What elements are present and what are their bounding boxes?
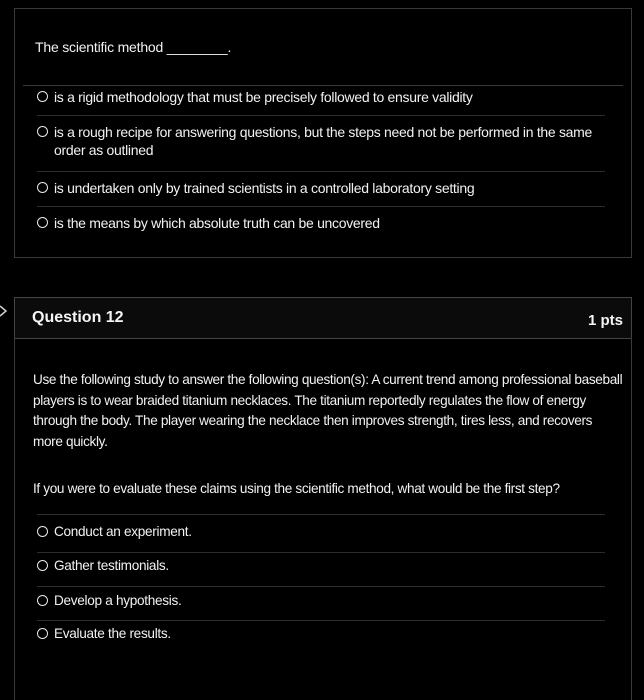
radio-unselected-icon[interactable] [37, 217, 48, 228]
divider [37, 171, 605, 172]
divider [23, 85, 623, 86]
answer-label: Evaluate the results. [54, 626, 171, 641]
answer-option[interactable] [37, 625, 605, 643]
divider [37, 115, 605, 116]
answer-option[interactable] [37, 88, 605, 106]
answer-label: Develop a hypothesis. [54, 593, 182, 608]
divider [37, 586, 605, 587]
radio-unselected-icon[interactable] [37, 628, 48, 639]
question-study-text: Use the following study to answer the following question(s): A current trend among professional baseball players is to wear braided titanium necklaces. The titanium reportedly regulates the flow of energy through the body. The player wearing the necklace then improves strength, tires less, and recovers more quickly. [33, 372, 623, 449]
answer-label: is the means by which absolute truth can be uncovered [54, 215, 380, 231]
radio-unselected-icon[interactable] [37, 126, 48, 137]
chevron-right-icon[interactable] [0, 305, 8, 317]
answer-option[interactable] [37, 214, 605, 232]
answer-label: is a rigid methodology that must be precisely followed to ensure validity [54, 89, 473, 105]
divider [37, 514, 605, 515]
radio-unselected-icon[interactable] [37, 182, 48, 193]
question-prompt: If you were to evaluate these claims using the scientific method, what would be the first step? [33, 481, 560, 496]
question-points: 1 pts [587, 312, 623, 329]
radio-unselected-icon[interactable] [37, 526, 48, 537]
answer-label: Conduct an experiment. [54, 524, 192, 539]
divider [37, 206, 605, 207]
divider [37, 620, 605, 621]
answer-option[interactable] [37, 523, 605, 541]
answer-label: is a rough recipe for answering questions, but the steps need not be performed in the same order as outlined [54, 124, 593, 158]
question-11-prompt: The scientific method ________. [35, 39, 232, 55]
question-11-card [14, 8, 632, 258]
question-12-body [14, 338, 632, 700]
answer-option[interactable] [37, 592, 605, 610]
answer-option[interactable] [37, 123, 605, 159]
question-title: Question 12 [32, 309, 124, 326]
question-12-header [14, 297, 632, 339]
answer-option[interactable] [37, 557, 605, 575]
divider [37, 552, 605, 553]
radio-unselected-icon[interactable] [37, 91, 48, 102]
answer-option[interactable] [37, 179, 605, 197]
radio-unselected-icon[interactable] [37, 560, 48, 571]
answer-label: is undertaken only by trained scientists in a controlled laboratory setting [54, 180, 475, 196]
radio-unselected-icon[interactable] [37, 595, 48, 606]
answer-label: Gather testimonials. [54, 558, 169, 573]
